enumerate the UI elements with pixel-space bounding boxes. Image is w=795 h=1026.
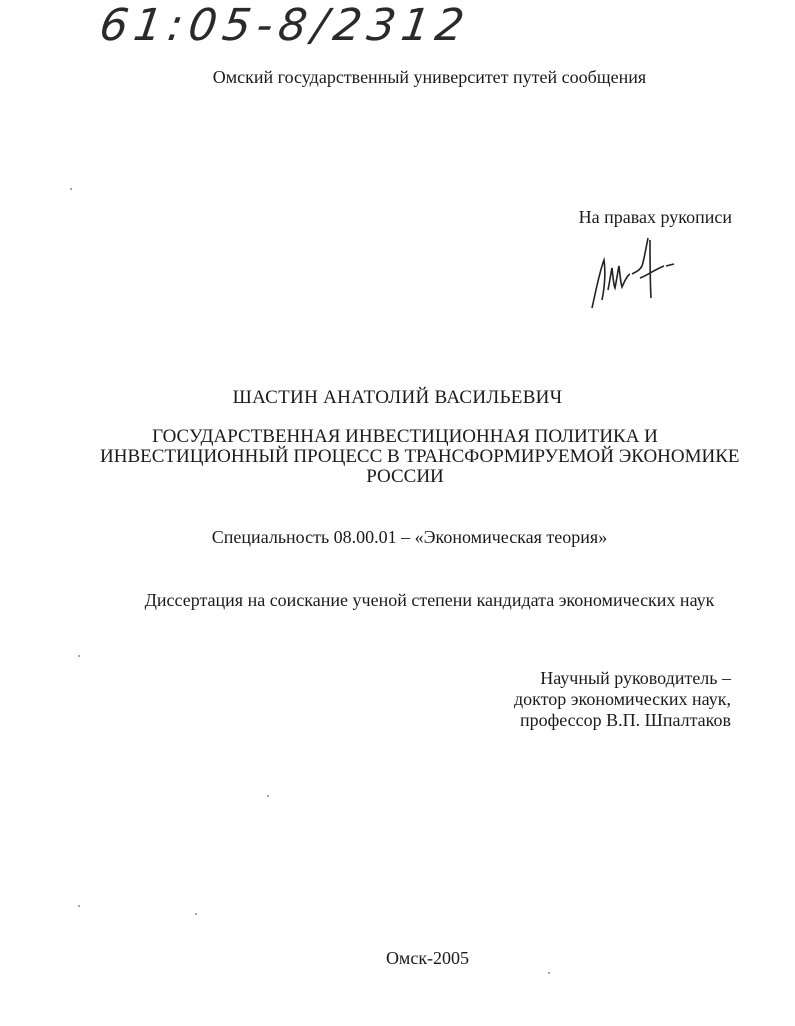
scan-speck <box>548 972 550 974</box>
author-name: ШАСТИН АНАТОЛИЙ ВАСИЛЬЕВИЧ <box>232 387 563 408</box>
specialty: Специальность 08.00.01 – «Экономическая теория» <box>211 527 608 547</box>
handwritten-catalog-number: 61:05-8/2312 <box>96 0 474 51</box>
dissertation-title <box>100 426 740 487</box>
scan-speck <box>267 795 269 797</box>
city-year: Омск-2005 <box>385 948 470 968</box>
scan-speck <box>78 655 80 657</box>
title-line: ГОСУДАРСТВЕННАЯ ИНВЕСТИЦИОННАЯ ПОЛИТИКА И <box>152 426 658 447</box>
university-name: Омский государственный университет путей сообщения <box>212 67 647 87</box>
scan-speck <box>78 905 80 907</box>
scan-speck <box>195 913 197 915</box>
supervisor-name: профессор В.П. Шпалтаков <box>519 710 731 730</box>
dissertation-statement: Диссертация на соискание ученой степени кандидата экономических наук <box>144 590 715 610</box>
signature <box>584 230 684 320</box>
scan-speck <box>70 188 72 190</box>
title-line: ИНВЕСТИЦИОННЫЙ ПРОЦЕСС В ТРАНСФОРМИРУЕМОЙ ЭКОНОМИКЕ <box>100 446 740 467</box>
supervisor-role: Научный руководитель – <box>540 668 731 688</box>
supervisor-block <box>514 668 731 731</box>
rights-note: На правах рукописи <box>578 207 732 227</box>
supervisor-degree: доктор экономических наук, <box>514 689 731 709</box>
title-line: РОССИИ <box>366 466 444 487</box>
